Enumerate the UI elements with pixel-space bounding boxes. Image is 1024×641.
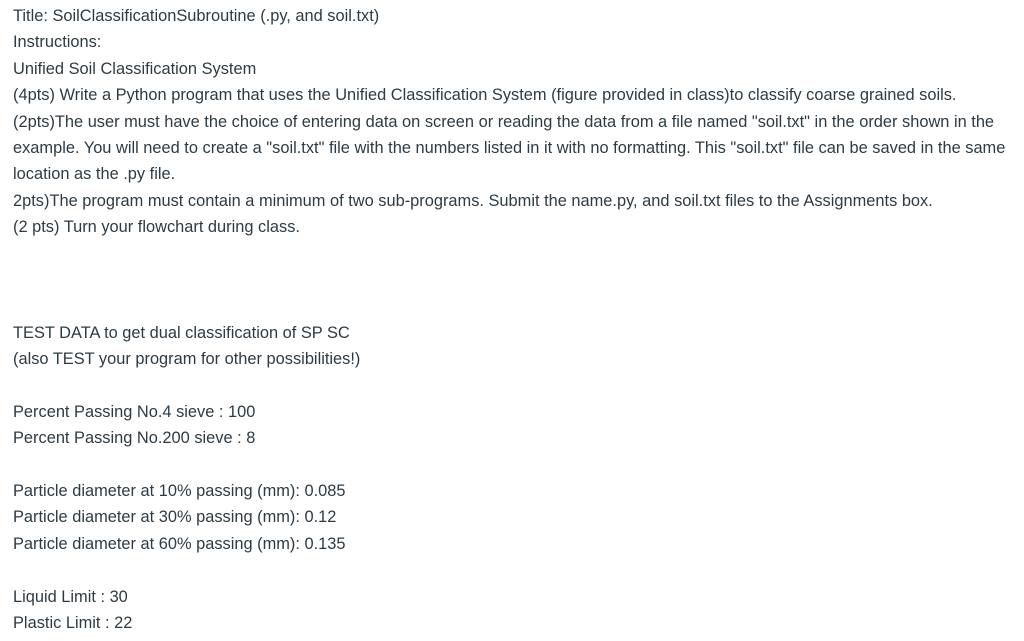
flowchart-requirement: (2 pts) Turn your flowchart during class. bbox=[13, 218, 300, 237]
test-data-note: (also TEST your program for other possibilities!) bbox=[13, 350, 361, 369]
test-data-heading: TEST DATA to get dual classification of SP SC bbox=[13, 323, 350, 342]
sieve-no200-value: Percent Passing No.200 sieve : 8 bbox=[13, 429, 256, 448]
plastic-limit-value: Plastic Limit : 22 bbox=[13, 614, 133, 633]
d60-value: Particle diameter at 60% passing (mm): 0.135 bbox=[13, 534, 346, 553]
d30-value: Particle diameter at 30% passing (mm): 0.12 bbox=[13, 508, 337, 527]
subprograms-requirement: 2pts)The program must contain a minimum of two sub-programs. Submit the name.py, and soil.txt files to the Assignments box. bbox=[13, 191, 933, 210]
liquid-limit-value: Liquid Limit : 30 bbox=[13, 587, 128, 606]
d10-value: Particle diameter at 10% passing (mm): 0.085 bbox=[13, 482, 346, 501]
system-name: Unified Soil Classification System bbox=[13, 59, 257, 78]
assignment-title: Title: SoilClassificationSubroutine (.py, and soil.txt) bbox=[13, 7, 380, 25]
instructions-label: Instructions: bbox=[13, 33, 102, 52]
requirements-paragraph: (4pts) Write a Python program that uses the Unified Classification System (figure provided in class)to classify coarse grained soils. (2pts)The user must have the choice of entering data on screen or reading the data from a file named "soil.txt" in the order shown in the example. You will need to create a "soil.txt" file with the numbers listed in it with no formatting. This "soil.txt" file can be saved in the same location as the .py file. bbox=[13, 86, 1006, 184]
sieve-no4-value: Percent Passing No.4 sieve : 100 bbox=[13, 402, 256, 421]
